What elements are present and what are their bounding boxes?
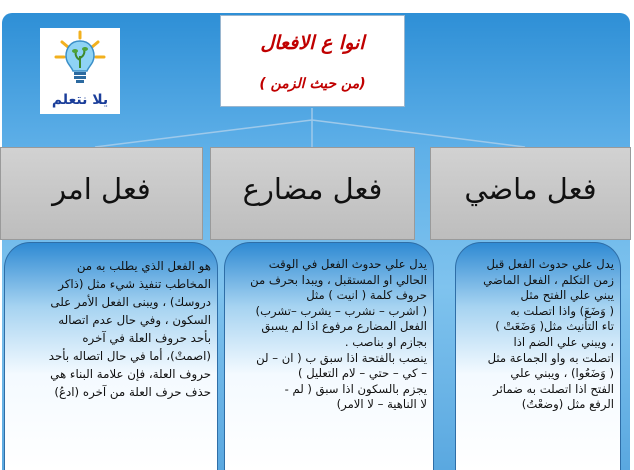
content-line: ( وَضَعَ) واذا اتصلت به	[510, 303, 614, 318]
logo	[40, 28, 120, 114]
page-title: انوا ع الافعال	[260, 32, 365, 54]
content-imperative	[4, 242, 218, 470]
header-past	[430, 147, 631, 240]
content-line: تاء التأنيث مثل( وَضَعَتْ )	[495, 319, 614, 334]
content-past	[455, 242, 621, 470]
content-line: يدل علي حدوث الفعل قبل	[486, 257, 614, 271]
content-line: يدل علي حدوث الفعل في الوقت	[268, 257, 427, 271]
content-line: الفعل المضارع مرفوع اذا لم يسبق	[261, 319, 427, 334]
content-line: لا الناهية – لا الامر)	[336, 397, 427, 412]
content-line: – كي – حتي – لام التعليل )	[298, 366, 427, 381]
content-line: حروف كلمة ( انيت ) مثل	[306, 288, 427, 303]
logo-text: يلا نتعلم	[51, 92, 109, 108]
content-line: هو الفعل الذي يطلب به من	[76, 259, 211, 273]
content-line: زمن التكلم ، الفعل الماضي	[483, 272, 614, 287]
content-line: المخاطب تنفيذ شيء مثل (ذاكر	[58, 277, 211, 291]
content-line: الحالي او المستقبل ، ويبدا بحرف من	[250, 272, 427, 287]
header-present-label: فعل مضارع	[242, 172, 383, 206]
content-line: يبني علي الفتح مثل	[520, 288, 614, 303]
lightbulb-icon	[40, 30, 120, 90]
header-past-label: فعل ماضي	[464, 172, 597, 206]
content-line: بجازم او بناصب .	[344, 334, 427, 349]
content-line: (اصمتْ)، أما في حال اتصاله بأحد	[48, 349, 211, 363]
header-imperative-label: فعل امر	[52, 172, 151, 206]
content-line: ( وَضَعُوا) ، ويبني علي	[510, 366, 614, 381]
content-line: دروسك) ، ويبنى الفعل الأمر على	[50, 295, 211, 309]
content-line: الفتح اذا اتصلت به ضمائر	[493, 381, 614, 396]
content-present	[224, 242, 434, 470]
page-subtitle: (من حيث الزمن )	[259, 76, 366, 92]
content-line: ينصب بالفتحة اذا سبق ب ( ان – لن	[256, 350, 427, 365]
content-line: الرفع مثل (وضعْتُ)	[521, 397, 614, 412]
content-line: اتصلت به واو الجماعة مثل	[487, 350, 614, 365]
content-line: ( اشرب – نشرب – يشرب –تشرب)	[255, 303, 427, 318]
content-line: ، ويبني علي الضم اذا	[513, 334, 614, 349]
content-line: بأحد حروف العلة في آخره	[82, 331, 211, 345]
title-box	[220, 15, 405, 107]
content-line: حروف العلة، فإن علامة البناء هي	[50, 367, 211, 381]
content-line: حذف حرف العلة من آخره (ادعُ)	[54, 385, 211, 399]
content-line: السكون ، وفي حال عدم اتصاله	[58, 313, 211, 327]
header-imperative	[0, 147, 203, 240]
content-line: يجزم بالسكون اذا سبق ( لم -	[284, 381, 427, 396]
header-present	[210, 147, 415, 240]
